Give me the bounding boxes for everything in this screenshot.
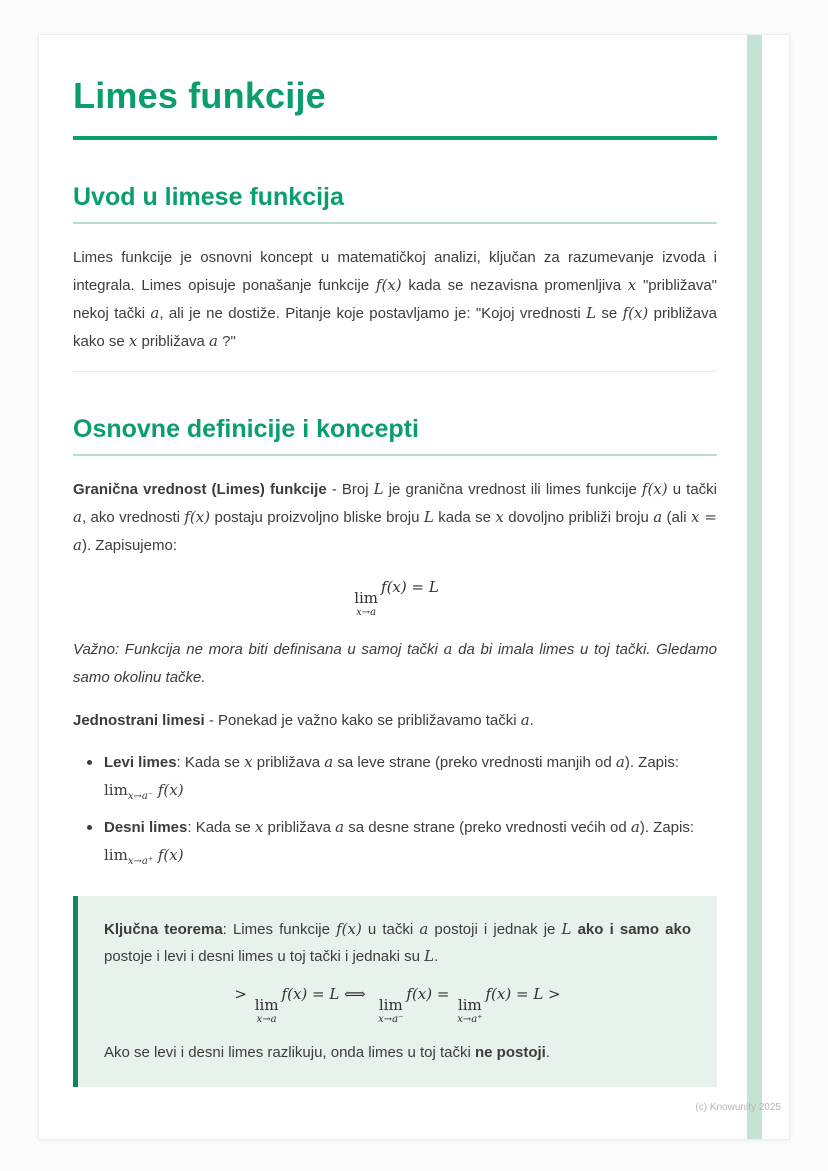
section-divider xyxy=(73,371,717,372)
bullet-list xyxy=(73,749,717,872)
title-rule xyxy=(73,136,717,140)
callout-paragraph-teorema: Ključna teorema: Limes funkcije f(x) u tački a postoji i jednak je L ako i samo ako postoje i levi i desni limes u toj tački i jednaki su L. xyxy=(104,919,692,966)
section-heading-uvod: Uvod u limese funkcija xyxy=(73,182,717,224)
paragraph-vazno-napomena: Važno: Funkcija ne mora biti definisana u samoj tački a da bi imala limes u toj tački. Gledamo samo okolinu tačke. xyxy=(73,639,718,686)
page-title: Limes funkcije xyxy=(73,75,326,116)
paragraph-uvod: Limes funkcije je osnovni koncept u matematičkoj analizi, ključan za razumevanje izvoda i integrala. Limes opisuje ponašanje funkcije f(x) kada se nezavisna promenljiva x "približava" nekoj tački a, ali je ne dostiže. Pitanje koje postavljamo je: "Kojoj vrednosti L se f(x) približava kako se x približava a ?" xyxy=(73,249,717,350)
bullet-item-levi-limes xyxy=(87,749,717,806)
paragraph-jednostrani-limesi: Jednostrani limesi - Ponekad je važno kako se približavamo tački a. xyxy=(73,711,534,730)
bullet-icon xyxy=(87,760,92,765)
callout-paragraph-zakljucak: Ako se levi i desni limes razlikuju, onda limes u toj tački ne postoji. xyxy=(104,1044,551,1062)
document-page xyxy=(38,34,790,1140)
page-content xyxy=(39,35,789,1087)
callout-kljucna-teorema xyxy=(73,896,717,1088)
bullet-text-levi-limes: Levi limes: Kada se x približava a sa leve strane (preko vrednosti manjih od a). Zapis: $\lim_{x\to a^-} f(x)$ xyxy=(104,753,680,802)
section-heading-osnovne: Osnovne definicije i koncepti xyxy=(73,414,717,456)
paragraph-granicna-vrednost: Granična vrednost (Limes) funkcije - Broj L je granična vrednost ili limes funkcije f(x) u tački a, ako vrednosti f(x) postaju proizvoljno bliske broju L kada se x dovoljno približi broju a (ali x = a). Zapisujemo: xyxy=(73,480,718,554)
callout-formula-ekvivalencija: > lim x→a f(x) = L ⟺ lim x→a⁻ f(x) = lim x→a⁺ f(x) = L > xyxy=(234,985,561,1026)
bullet-item-desni-limes xyxy=(87,814,717,871)
bullet-icon xyxy=(87,825,92,830)
bullet-text-desni-limes: Desni limes: Kada se x približava a sa desne strane (preko vrednosti većih od a). Zapis: $\lim_{x\to a^+} f(x)$ xyxy=(104,818,695,868)
formula-limes-definicija: lim x→a f(x) = L xyxy=(354,577,439,618)
watermark: (c) Knowunity 2025 xyxy=(695,1102,781,1113)
